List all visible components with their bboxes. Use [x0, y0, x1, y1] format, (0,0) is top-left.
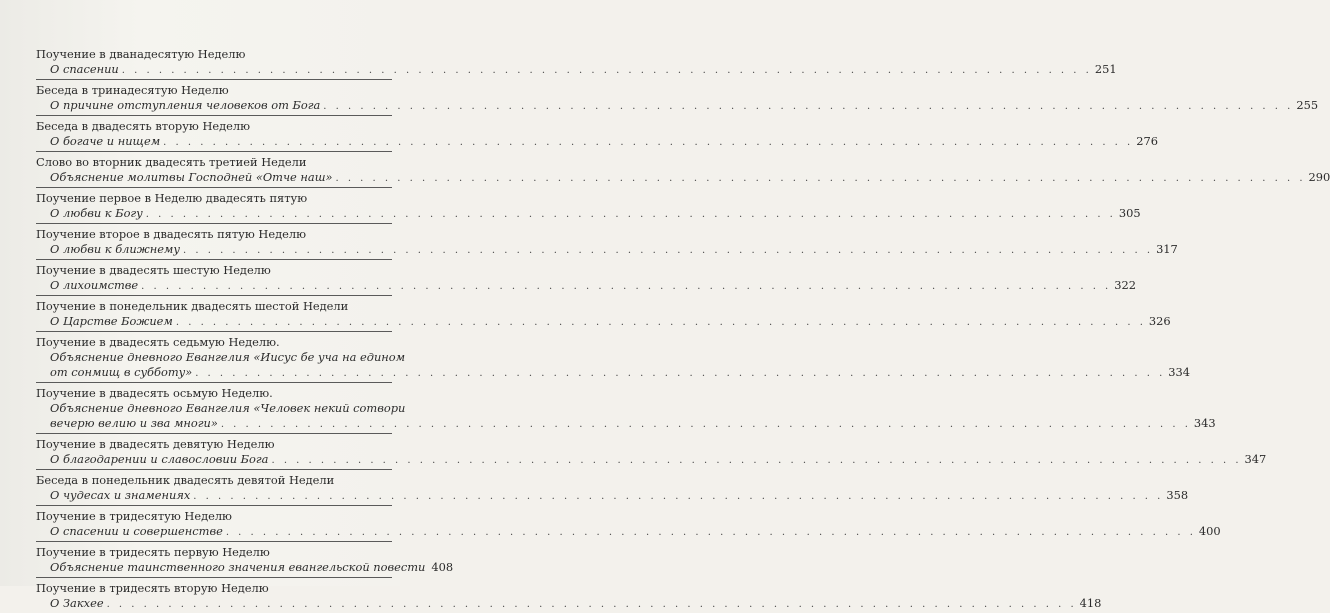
- entry-subtitle-line: [36, 416, 1216, 432]
- entry-subtitle-line: [36, 488, 1189, 504]
- entry-subtitle: Объяснение таинственного значения евангельской повести: [50, 560, 426, 574]
- page-number: 305: [1118, 206, 1141, 220]
- entry-subtitle: О спасении: [50, 62, 119, 76]
- entry-subtitle-cont: от сонмищ в субботу»: [50, 365, 193, 379]
- leader-dots: [335, 171, 1305, 186]
- leader-dots: [163, 135, 1133, 150]
- entry-heading: Беседа в двадесять вторую Неделю: [36, 119, 251, 133]
- table-of-contents: [36, 44, 1330, 613]
- leader-dots: [146, 207, 1116, 222]
- leader-dots: [183, 243, 1153, 258]
- page-number: 276: [1136, 134, 1158, 148]
- page-number: 317: [1156, 242, 1178, 256]
- entry-subtitle-line: [36, 524, 1221, 540]
- entry-subtitle-line: [36, 314, 1171, 330]
- toc-entry: [36, 331, 1191, 382]
- entry-subtitle-line: [36, 452, 1267, 468]
- toc-entry: [36, 295, 1171, 331]
- entry-subtitle: О лихоимстве: [50, 278, 139, 292]
- leader-dots: [226, 525, 1196, 540]
- entry-heading: Поучение в дванадесятую Неделю: [36, 47, 246, 61]
- entry-subtitle-line: [36, 560, 454, 576]
- entry-subtitle: О любви к Богу: [50, 206, 143, 220]
- entry-heading: Поучение в двадесять девятую Неделю: [36, 437, 275, 451]
- leader-dots: [176, 315, 1146, 330]
- toc-entry: [36, 382, 1216, 433]
- toc-entry: [36, 259, 1136, 295]
- entry-subtitle-line: [36, 278, 1136, 294]
- entry-heading: Поучение в понедельник двадесять шестой Недели: [36, 299, 349, 313]
- entry-subtitle-line: [36, 365, 1191, 381]
- leader-dots: [221, 417, 1191, 432]
- entry-heading: Поучение в тридесять первую Неделю: [36, 545, 270, 559]
- leader-dots: [195, 366, 1165, 381]
- entry-heading: Беседа в понедельник двадесять девятой Недели: [36, 473, 335, 487]
- entry-subtitle-line: [36, 62, 1117, 78]
- entry-subtitle: Объяснение дневного Евангелия «Человек некий сотвори: [50, 401, 406, 415]
- toc-entry: [36, 433, 1267, 469]
- entry-heading: Поучение в двадесять шестую Неделю: [36, 263, 271, 277]
- entry-subtitle-line: [36, 134, 1158, 150]
- leader-dots: [141, 279, 1111, 294]
- toc-entry: [36, 115, 1158, 151]
- entry-subtitle: О причине отступления человеков от Бога: [50, 98, 321, 112]
- page-number: 334: [1168, 365, 1191, 379]
- entry-subtitle: О чудесах и знамениях: [50, 488, 191, 502]
- page-number: 326: [1148, 314, 1171, 328]
- entry-subtitle-line: [36, 98, 1319, 114]
- entry-heading: Слово во вторник двадесять третией Недели: [36, 155, 307, 169]
- entry-heading: Поучение в тридесять вторую Неделю: [36, 581, 269, 595]
- entry-subtitle-line: [36, 596, 1102, 612]
- entry-heading: Беседа в тринадесятую Неделю: [36, 83, 229, 97]
- page-number: 347: [1244, 452, 1267, 466]
- entry-subtitle: О богаче и нищем: [50, 134, 161, 148]
- entry-heading: Поучение первое в Неделю двадесять пятую: [36, 191, 308, 205]
- entry-subtitle: О Царстве Божием: [50, 314, 173, 328]
- toc-entry: [36, 505, 1221, 541]
- entry-subtitle-line: [36, 206, 1141, 222]
- entry-subtitle-line: [36, 170, 1330, 186]
- leader-dots: [193, 489, 1163, 504]
- page-number: 400: [1198, 524, 1221, 538]
- entry-heading: Поучение в двадесять седьмую Неделю.: [36, 335, 280, 349]
- page-number: 418: [1079, 596, 1102, 610]
- entry-subtitle: О любви к ближнему: [50, 242, 180, 256]
- entry-subtitle: О Закхее: [50, 596, 104, 610]
- entry-heading: Поучение в тридесятую Неделю: [36, 509, 232, 523]
- page-number: 290: [1308, 170, 1330, 184]
- entry-subtitle: Объяснение дневного Евангелия «Иисус бе уча на едином: [50, 350, 406, 364]
- leader-dots: [323, 99, 1293, 114]
- toc-entry: [36, 187, 1141, 223]
- entry-subtitle: О благодарении и славословии Бога: [50, 452, 269, 466]
- toc-entry: [36, 577, 1102, 613]
- page-number: 408: [431, 560, 454, 574]
- entry-heading: Поучение в двадесять осьмую Неделю.: [36, 386, 273, 400]
- toc-entry: [36, 151, 1330, 187]
- entry-heading: Поучение второе в двадесять пятую Неделю: [36, 227, 306, 241]
- entry-subtitle-cont: вечерю велию и зва многи»: [50, 416, 218, 430]
- leader-dots: [107, 597, 1077, 612]
- page-number: 358: [1166, 488, 1189, 502]
- page-number: 322: [1114, 278, 1136, 292]
- page-number: 255: [1296, 98, 1319, 112]
- entry-subtitle: О спасении и совершенстве: [50, 524, 223, 538]
- toc-entry: [36, 79, 1319, 115]
- toc-entry: [36, 541, 454, 577]
- leader-dots: [271, 453, 1241, 468]
- entry-subtitle: Объяснение молитвы Господней «Отче наш»: [50, 170, 333, 184]
- entry-subtitle-line: [36, 242, 1178, 258]
- leader-dots: [122, 63, 1092, 78]
- page-number: 251: [1094, 62, 1117, 76]
- toc-entry: [36, 469, 1189, 505]
- toc-entry: [36, 223, 1178, 259]
- toc-entry: [36, 44, 1117, 79]
- page-number: 343: [1193, 416, 1216, 430]
